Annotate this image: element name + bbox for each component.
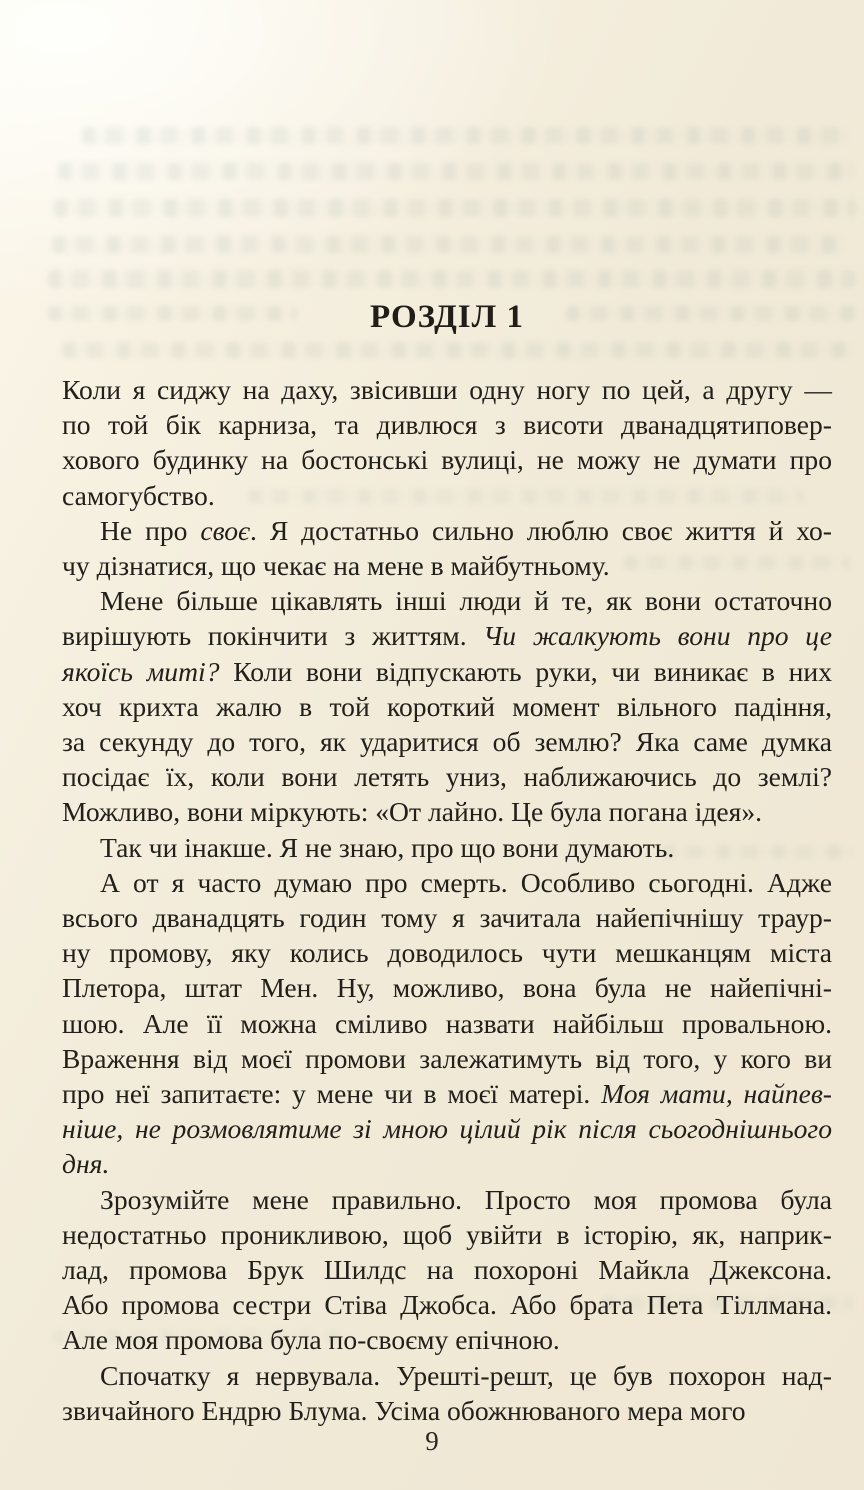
text-line bbox=[62, 689, 832, 724]
text-segment: недостатньо проникливою, щоб увійти в історію, як, наприк- bbox=[62, 1218, 832, 1250]
bleedthrough-smudge bbox=[82, 127, 848, 144]
text-segment: Коли вони відпускають руки, чи виникає в них bbox=[219, 655, 832, 687]
text-segment: ну промову, яку колись доводилось чути мешканцям міста bbox=[62, 937, 832, 969]
text-line bbox=[62, 1006, 832, 1041]
text-line bbox=[62, 1076, 832, 1111]
page-number: 9 bbox=[425, 1426, 439, 1456]
text-segment: посідає їх, коли вони летять униз, наближаючись до землі? bbox=[62, 761, 832, 793]
text-segment: А от я часто думаю про смерть. Особливо сьогодні. Адже bbox=[100, 866, 832, 898]
text-segment: Коли я сиджу на даху, звісивши одну ногу по цей, а другу — bbox=[62, 374, 832, 405]
text-segment: Плетора, штат Мен. Ну, можливо, вона була не найепічні- bbox=[62, 972, 832, 1004]
text-segment: Не про bbox=[100, 514, 201, 546]
text-segment: хоч крихта жалю в той короткий момент вільного падіння, bbox=[62, 690, 832, 722]
text-line bbox=[62, 478, 832, 513]
text-line bbox=[62, 1217, 832, 1252]
bleedthrough-smudge bbox=[48, 270, 856, 288]
chapter-heading: РОЗДІЛ 1 bbox=[370, 299, 524, 335]
italic-text-segment: своє bbox=[200, 514, 251, 546]
bleedthrough-smudge bbox=[62, 342, 854, 358]
text-line bbox=[62, 548, 832, 583]
text-segment: Мене більше цікавлять інші люди й те, як вони остаточно bbox=[100, 585, 832, 617]
italic-text-segment: якоїсь миті? bbox=[62, 655, 220, 687]
text-segment: про неї запитаєте: у мене чи в моєї матері. bbox=[62, 1078, 602, 1110]
text-line bbox=[62, 618, 832, 653]
text-line bbox=[62, 583, 832, 618]
text-line bbox=[62, 1393, 832, 1428]
text-segment: по той бік карниза, та дивлюся з висоти дванадцятиповер- bbox=[62, 409, 832, 441]
italic-text-segment: ніше, не розмовлятиме зі мною цілий рік після сьогоднішнього дня. bbox=[62, 1113, 832, 1180]
text-line bbox=[62, 935, 832, 970]
text-segment: Спочатку я нервувала. Урешті-решт, це був похорон над- bbox=[100, 1359, 832, 1391]
bleedthrough-smudge bbox=[52, 236, 844, 253]
italic-text-segment: Моя мати, найпев- bbox=[601, 1078, 832, 1110]
text-line bbox=[62, 654, 832, 689]
text-line bbox=[62, 724, 832, 759]
text-segment: Або промова сестри Стіва Джобса. Або брата Пета Тіллмана. bbox=[62, 1289, 832, 1321]
text-line bbox=[62, 1322, 832, 1357]
text-block bbox=[62, 372, 832, 1428]
text-segment: Так чи інакше. Я не знаю, про що вони думають. bbox=[100, 831, 675, 863]
text-line bbox=[62, 865, 832, 900]
italic-text-segment: Чи жалкують вони про це bbox=[483, 620, 832, 652]
text-line bbox=[62, 830, 832, 865]
text-line bbox=[62, 1182, 832, 1217]
text-segment: лад, промова Брук Шилдс на похороні Майкла Джексона. bbox=[62, 1254, 832, 1286]
text-segment: за секунду до того, як ударитися об землю? Яка саме думка bbox=[62, 726, 832, 758]
text-segment: Зрозумійте мене правильно. Просто моя промова була bbox=[100, 1183, 832, 1215]
text-segment: вирішують покінчити з життям. bbox=[62, 620, 484, 652]
text-line bbox=[62, 1358, 832, 1393]
text-segment: . Я достатньо сильно люблю своє життя й хо- bbox=[250, 514, 832, 546]
text-segment: Можливо, вони міркують: «От лайно. Це була погана ідея». bbox=[62, 796, 763, 828]
bleedthrough-smudge bbox=[54, 199, 856, 217]
text-line bbox=[62, 1252, 832, 1287]
text-line bbox=[62, 1287, 832, 1322]
text-line bbox=[62, 372, 832, 407]
text-segment: самогубство. bbox=[62, 479, 215, 511]
text-line bbox=[62, 970, 832, 1005]
text-line bbox=[62, 442, 832, 477]
text-line bbox=[62, 900, 832, 935]
text-segment: всього дванадцять годин тому я зачитала найепічнішу траур- bbox=[62, 902, 832, 934]
text-segment: Але моя промова була по-своєму епічною. bbox=[62, 1324, 560, 1356]
text-line bbox=[62, 1111, 832, 1181]
text-line bbox=[62, 407, 832, 442]
text-segment: Враження від моєї промови залежатимуть від того, у кого ви bbox=[62, 1042, 832, 1074]
text-segment: чу дізнатися, що чекає на мене в майбутньому. bbox=[62, 550, 610, 582]
text-line bbox=[62, 513, 832, 548]
bleedthrough-smudge bbox=[58, 163, 854, 180]
text-segment: звичайного Ендрю Блума. Усіма обожнюваного мера мого bbox=[62, 1394, 746, 1426]
text-line bbox=[62, 794, 832, 829]
text-segment: хового будинку на бостонські вулиці, не можу не думати про bbox=[62, 444, 832, 476]
text-segment: шою. Але її можна сміливо назвати найбільш провальною. bbox=[62, 1007, 832, 1039]
text-line bbox=[62, 1041, 832, 1076]
text-line bbox=[62, 759, 832, 794]
